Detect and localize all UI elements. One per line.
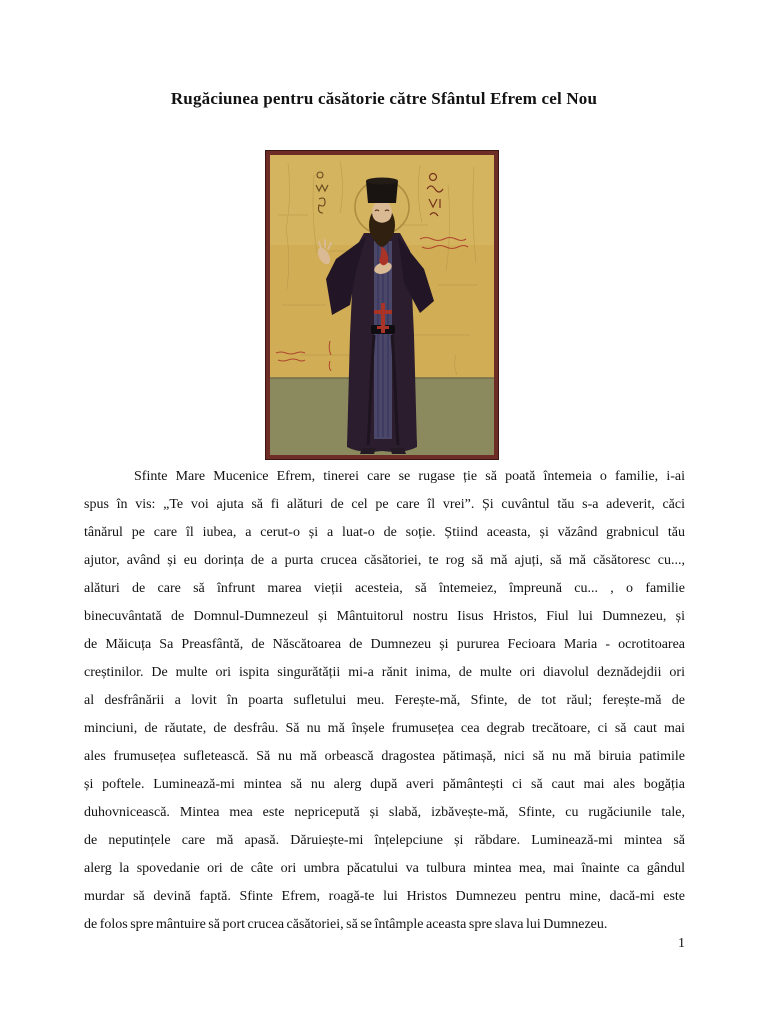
paragraph-line: minciuni, de răutate, de desfrâu. Să nu mă înșele frumusețea cea degrab trecătoare, ci să caut mai bbox=[84, 721, 685, 736]
paragraph-line: alături de care să înfrunt marea vieții acesteia, să întemeiez, împreună cu... , o familie bbox=[84, 581, 685, 596]
saint-efrem-icon-image bbox=[266, 151, 498, 459]
document-title: Rugăciunea pentru căsătorie către Sfântul Efrem cel Nou bbox=[170, 89, 598, 108]
robe-hem bbox=[347, 441, 417, 452]
paragraph-line: spus în vis: „Te voi ajuta să fi alături de cel pe care îl vrei”. Și cuvântul tău s-a adeverit, căci bbox=[84, 497, 685, 512]
paragraph-line: ajutor, având și eu dorința de a purta crucea căsătoriei, te rog să mă ajuți, să mă căsătoresc cu..., bbox=[84, 553, 685, 568]
paragraph-line: alerg la spovedanie ori de câte ori umbra păcatului va tulbura mintea mea, mai înainte ca gândul bbox=[84, 861, 685, 876]
paragraph-line: creștinilor. De multe ori ispita singurătății mi-a rănit inima, de multe ori diavolul deznădejdii ori bbox=[84, 665, 685, 680]
left-foot bbox=[360, 448, 376, 454]
paragraph-line: Sfinte Mare Mucenice Efrem, tinerei care se rugase ție să poată întemeia o familie, i-ai bbox=[134, 469, 685, 484]
paragraph-line: murdar să devină faptă. Sfinte Efrem, roagă-te lui Hristos Dumnezeu pentru mine, dacă-mi este bbox=[84, 889, 685, 904]
paragraph-line: al desfrânării a lovit în poarta sufletului meu. Ferește-mă, Sfinte, de tot răul; ferește-mă de bbox=[84, 693, 685, 708]
icon-painting bbox=[270, 155, 494, 455]
prayer-paragraph bbox=[84, 463, 685, 939]
paragraph-line: ales frumusețea sufletească. Să nu mă orbească dragostea pătimașă, nici să nu mă biruia patimile bbox=[84, 749, 685, 764]
face bbox=[372, 201, 392, 224]
paragraph-line: de Măicuța Sa Preasfântă, de Născătoarea de Dumnezeu și pururea Fecioara Maria - ocrotitoarea bbox=[84, 637, 685, 652]
paragraph-line: binecuvântată de Domnul-Dumnezeul și Mântuitorul nostru Iisus Hristos, Fiul lui Dumnezeu, și bbox=[84, 609, 685, 624]
paragraph-line: de folos spre mântuire să port crucea căsătoriei, să se întâmple aceasta spre slava lui Dumnezeu. bbox=[84, 917, 608, 932]
paragraph-line: tânărul pe care îl iubea, a cerut-o și a luat-o de soție. Știind aceasta, și văzând grabnicul tău bbox=[84, 525, 685, 540]
right-foot bbox=[390, 448, 406, 454]
paragraph-line: și poftele. Luminează-mi mintea să nu alerg după averi pământești ci să caut mai ales bogăția bbox=[84, 777, 685, 792]
paragraph-line: duhovnicească. Mintea mea este nepricepută și slabă, izbăvește-mă, Sfinte, cu rugăciunile tale, bbox=[84, 805, 685, 820]
hat-top bbox=[366, 178, 398, 185]
paragraph-line: de neputințele care mă apasă. Dăruiește-mi înțelepciune și răbdare. Luminează-mi mintea să bbox=[84, 833, 685, 848]
page-number: 1 bbox=[678, 936, 685, 951]
